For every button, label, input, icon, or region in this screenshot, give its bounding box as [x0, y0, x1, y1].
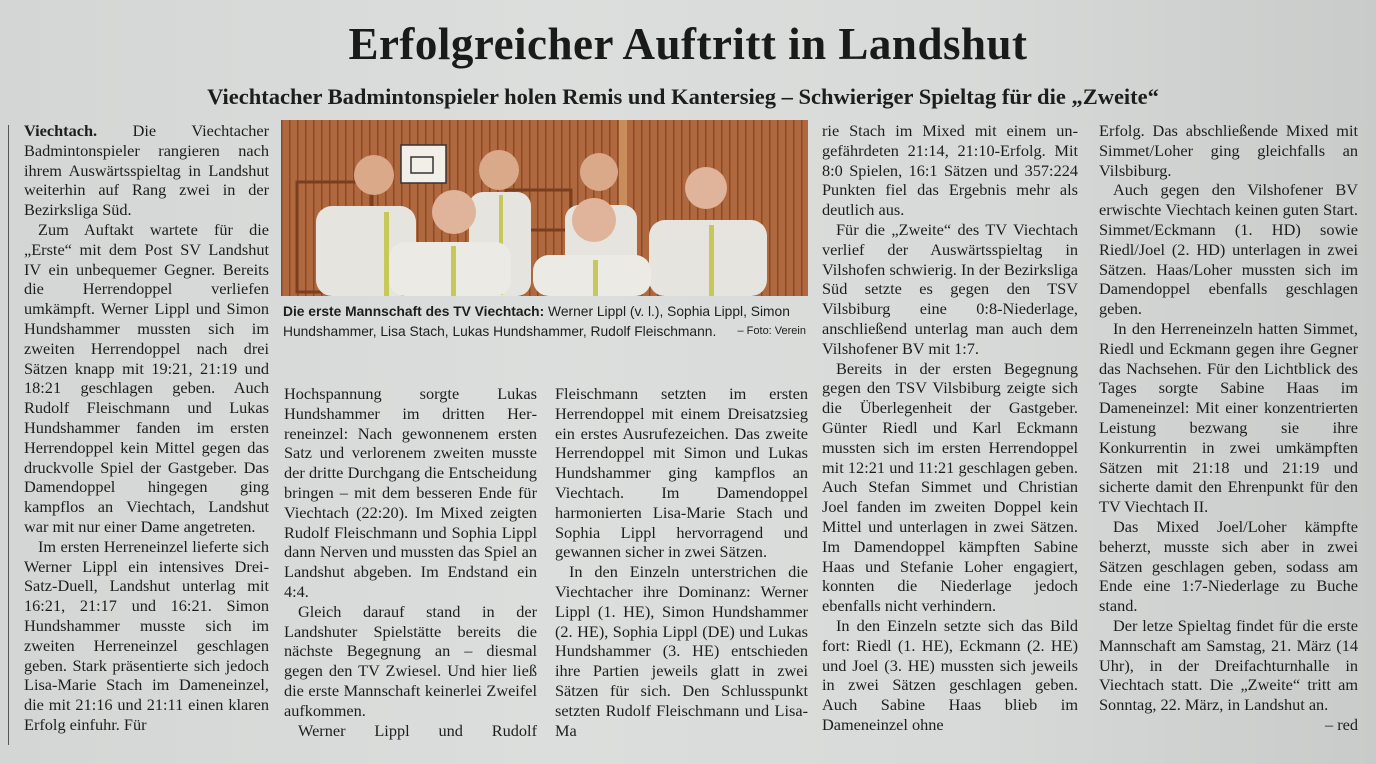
photo-credit: – Foto: Verein: [737, 324, 806, 337]
column-4: [822, 121, 1078, 735]
author-signature: – red: [1325, 714, 1358, 734]
paragraph: rie Stach im Mixed mit einem ungefährdeten 21:14, 21:10-Erfolg. Mit 8:0 Spielen, 16:1 Sätzen und 357:224 Punkten fiel das Ergebnis mehr als deutlich aus.: [822, 121, 1078, 220]
paragraph: Hochspannung sorgte Lukas Hundshammer im dritten Herreneinzel: Nach gewonnenem ersten Satz und verlorenem zweiten musste der dritte Durchgang die Entscheidung bringen – mit dem besseren Ende für Viechtach (22:20). Im Mixed zeigten Rudolf Fleischmann und Sophia Lippl dann Nerven und mussten das Spiel an Landshut abgeben. Im Endstand ein 4:4.: [284, 384, 537, 601]
paragraph: [24, 121, 269, 220]
dateline: Viechtach.: [24, 121, 98, 140]
column-2: [284, 384, 537, 740]
paragraph: Auch gegen den Vilshofener BV erwischte Viechtach keinen guten Start. Simmet/Eckmann (1. HD) sowie Riedl/Joel (2. HD) unterlagen in zwei Sätzen. Haas/Loher mussten sich im Damendoppel ebenfalls geschlagen geben.: [1099, 180, 1358, 319]
paragraph: Erfolg. Das abschließende Mixed mit Simmet/Loher ging gleichfalls an Vilsbiburg.: [1099, 121, 1358, 180]
photo-caption: [283, 302, 806, 341]
paragraph-text: Die Viechtacher Badmintonspieler rangieren nach ihrem Auswärtsspieltag in Landshut weiterhin auf Rang zwei in der Bezirksliga Süd.: [24, 121, 269, 220]
paragraph: [1099, 615, 1358, 734]
column-3: [555, 384, 808, 740]
paragraph: In den Herreneinzeln hatten Simmet, Riedl und Eckmann gegen ihre Gegner das Nachsehen. Für den Lichtblick des Tages sorgte Sabine Haas im Dameneinzel: Mit einer konzentrierten Leistung bezwang sie ihre Konkurrentin in zwei umkämpften Sätzen mit 21:18 und 21:19 und sicherte damit den Ehrenpunkt für den TV Viechtach II.: [1099, 318, 1358, 517]
paragraph: Werner Lippl und Rudolf: [298, 720, 537, 740]
caption-title: Die erste Mannschaft des TV Viechtach:: [283, 304, 545, 319]
column-rule: [8, 125, 9, 745]
paragraph: In den Einzeln setzte sich das Bild fort: Riedl (1. HE), Eckmann (2. HE) und Joel (3. HE) mussten sich jeweils in zwei Sätzen geschlagen geben. Auch Sabine Haas blieb im Dameneinzel ohne: [822, 615, 1078, 734]
paragraph: Das Mixed Joel/Loher kämpfte beherzt, musste sich aber in zwei Sätzen geschlagen geben, sodass am Ende eine 1:7-Niederlage zu Buche stand.: [1099, 516, 1358, 616]
paragraph: Bereits in der ersten Begegnung gegen den TSV Vilsbiburg zeigte sich die Überlegenheit der Gastgeber. Günter Riedl und Karl Eckmann mussten sich im ersten Herrendoppel mit 12:21 und 11:21 geschlagen geben. Auch Stefan Simmet und Christian Joel fanden im zweiten Doppel kein Mittel und unterlagen in zwei Sätzen. Im Damendoppel kämpften Sabine Haas und Stefanie Loher engagiert, konnten die Niederlage jedoch ebenfalls nicht verhindern.: [822, 358, 1078, 616]
paragraph: Für die „Zweite“ des TV Viechtach verlief der Auswärtsspieltag in Vilshofen schwierig. In der Bezirksliga Süd setzte es gegen den TSV Vilsbiburg eine 0:8-Niederlage, anschließend unterlag man auch dem Vilshofener BV mit 1:7.: [822, 219, 1078, 358]
team-photo: [281, 120, 808, 296]
paragraph-text: Der letze Spieltag findet für die erste Mannschaft am Samstag, 21. März (14 Uhr), in der Dreifachturnhalle in Viechtach statt. Die „Zweite“ tritt am Sonntag, 22. März, in Landshut an.: [1099, 615, 1358, 715]
paragraph: Zum Auftakt wartete für die „Erste“ mit dem Post SV Landshut IV ein unbequemer Gegner. Bereits die Herrendoppel verliefen umkämpft. Werner Lippl und Simon Hundshammer mussten sich im zweiten Herrendoppel nach drei Sätzen knapp mit 19:21, 21:19 und 18:21 geschlagen geben. Auch Rudolf Fleischmann und Lukas Hundshammer fanden im ersten Herrendoppel kein Mittel gegen das druckvolle Spiel der Gastgeber. Das Damendoppel hingegen ging kampflos an Viechtach, Landshut war mit nur einer Dame angetreten.: [24, 219, 269, 536]
caption-text: Werner Lippl (v. l.), Sophia Lippl, Simon Hundshammer, Lisa Stach, Lukas Hundshammer, Rudolf Fleischmann.: [283, 304, 790, 339]
paragraph: Fleischmann setzten im ersten Herrendoppel mit einem Dreisatzsieg ein erstes Ausrufezeichen. Das zweite Herrendoppel mit Simon und Lukas Hundshammer ging kampflos an Viechtach. Im Damendoppel harmonierten Lisa-Marie Stach und Sophia Lippl hervorragend und gewannen sicher in zwei Sätzen.: [555, 384, 808, 562]
paragraph: In den Einzeln unterstrichen die Viechtacher ihre Dominanz: Werner Lippl (1. HE), Simon Hundshammer (2. HE), Sophia Lippl (DE) und Lukas Hundshammer (3. HE) entschieden ihre Partien jeweils glatt in zwei Sätzen für sich. Den Schlusspunkt setzten Rudolf Fleischmann und Lisa-Ma: [555, 562, 808, 740]
paragraph: Gleich darauf stand in der Landshuter Spielstätte bereits die nächste Begegnung an – diesmal gegen den TV Zwiesel. Und hier ließ die erste Mannschaft keinerlei Zweifel aufkommen.: [284, 601, 537, 720]
paragraph: Im ersten Herreneinzel lieferte sich Werner Lippl ein intensives Drei-Satz-Duell, Landshut unterlag mit 16:21, 21:17 und 16:21. Simon Hundshammer musste sich im zweiten Herreneinzel geschlagen geben. Stark präsentierte sich jedoch Lisa-Marie Stach im Dameneinzel, die mit 21:16 und 21:11 einen klaren Erfolg einfuhr. Für: [24, 536, 269, 734]
team-photo-icon: [281, 120, 808, 296]
headline: Erfolgreicher Auftritt in Landshut: [348, 19, 1028, 69]
column-1: [24, 121, 269, 735]
subheadline: Viechtacher Badmintonspieler holen Remis und Kantersieg – Schwieriger Spieltag für die „Zweite“: [207, 84, 1159, 109]
column-5: [1099, 121, 1358, 735]
